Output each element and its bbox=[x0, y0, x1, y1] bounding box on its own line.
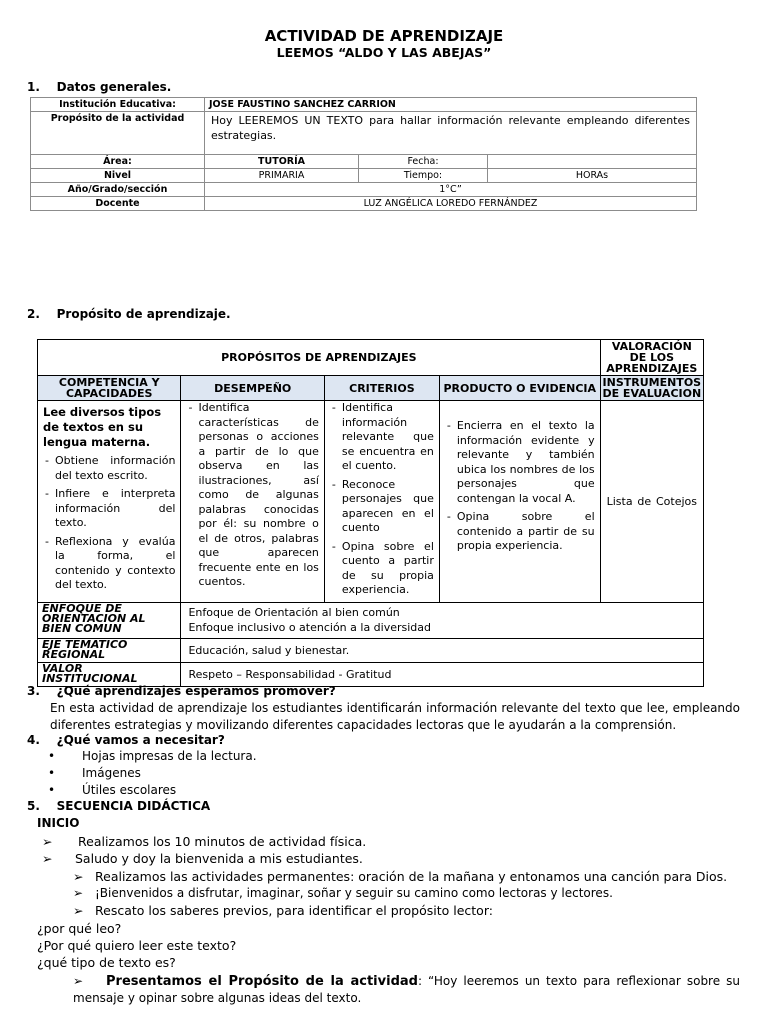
desempeno-cell bbox=[181, 401, 324, 603]
grado-label: Año/Grado/sección bbox=[31, 183, 205, 197]
list-item: - Identifica información relevante que se encuentra en el cuento. bbox=[330, 401, 434, 474]
enfoque-value-1: Enfoque de Orientación al bien común bbox=[188, 606, 400, 619]
section-5-heading: 5. SECUENCIA DIDÁCTICA bbox=[27, 799, 211, 813]
list-item: - Encierra en el texto la información evidente y relevante y también ubica los nombres de los personajes que contengan la vocal A. bbox=[445, 419, 595, 506]
docente-label: Docente bbox=[31, 197, 205, 211]
list-item: ➢ Saludo y doy la bienvenida a mis estudiantes. bbox=[42, 851, 363, 866]
valor-value: Respeto – Responsabilidad - Gratitud bbox=[181, 662, 704, 686]
eje-label: EJE TEMATICO REGIONAL bbox=[38, 638, 181, 662]
materials-list bbox=[48, 748, 257, 799]
final-purpose bbox=[73, 973, 740, 1007]
instrumento-cell: Lista de Cotejos bbox=[600, 401, 703, 603]
section-3-heading: 3. ¿Qué aprendizajes esperamos promover? bbox=[27, 684, 336, 698]
competencia-title: Lee diversos tipos de textos en su lengua materna. bbox=[43, 405, 162, 449]
section-3-text: En esta actividad de aprendizaje los estudiantes identificarán información relevante del texto que lee, empleando diferentes estrategias y movilizando diferentes capacidades lectoras que le ayudarán a la comprensión. bbox=[50, 701, 740, 732]
list-item: - Opina sobre el cuento a partir de su propia experiencia. bbox=[330, 540, 434, 598]
learning-purpose-table bbox=[37, 339, 704, 687]
arrow-icon: ➢ bbox=[73, 974, 84, 988]
area-label: Área: bbox=[31, 155, 205, 169]
inicio-label: INICIO bbox=[37, 816, 80, 830]
list-item: - Infiere e interpreta información del texto. bbox=[43, 487, 175, 531]
col-competencia: COMPETENCIA Y CAPACIDADES bbox=[38, 376, 181, 401]
fecha-label: Fecha: bbox=[359, 155, 488, 169]
producto-cell bbox=[439, 401, 600, 603]
list-item: ¿qué tipo de texto es? bbox=[37, 955, 176, 970]
final-purpose-bold: Presentamos el Propósito de la actividad bbox=[106, 974, 418, 989]
proposito-label: Propósito de la actividad bbox=[31, 112, 205, 155]
col-instrumentos: INSTRUMENTOS DE EVALUACION bbox=[600, 376, 703, 401]
arrow-icon: ➢ bbox=[42, 851, 53, 866]
nivel-label: Nivel bbox=[31, 169, 205, 183]
grado-value: 1°C” bbox=[205, 183, 697, 197]
capacidades-list bbox=[43, 454, 175, 593]
arrow-icon: ➢ bbox=[73, 886, 84, 900]
institucion-value: JOSE FAUSTINO SANCHEZ CARRION bbox=[205, 98, 697, 112]
document-subtitle: LEEMOS “ALDO Y LAS ABEJAS” bbox=[276, 45, 492, 60]
list-item: ¿por qué leo? bbox=[37, 921, 122, 936]
proposito-value: Hoy LEEREMOS UN TEXTO para hallar información relevante empleando diferentes estrategias. bbox=[205, 112, 697, 155]
col-producto: PRODUCTO O EVIDENCIA bbox=[439, 376, 600, 401]
col-criterios: CRITERIOS bbox=[324, 376, 439, 401]
enfoque-value bbox=[181, 602, 704, 638]
list-item: ¿Por qué quiero leer este texto? bbox=[37, 938, 237, 953]
list-item: ➢ Realizamos los 10 minutos de actividad física. bbox=[42, 834, 367, 849]
nivel-value: PRIMARIA bbox=[205, 169, 359, 183]
list-item: • Útiles escolares bbox=[48, 783, 177, 797]
valoracion-header: VALORACIÓN DE LOS APRENDIZAJES bbox=[600, 340, 703, 376]
propositos-header: PROPÓSITOS DE APRENDIZAJES bbox=[38, 340, 601, 376]
col-desempeno: DESEMPEÑO bbox=[181, 376, 324, 401]
sequence-list-b bbox=[73, 868, 753, 919]
prior-knowledge-questions bbox=[37, 920, 236, 971]
final-purpose-text: : “Hoy leeremos un texto para reflexionar sobre su mensaje y opinar sobre algunas ideas del texto. bbox=[73, 974, 740, 1005]
general-data-table bbox=[30, 97, 697, 211]
list-item: ➢ ¡Bienvenidos a disfrutar, imaginar, soñar y seguir su camino como lectoras y lectores. bbox=[73, 886, 613, 900]
list-item: - Obtiene información del texto escrito. bbox=[43, 454, 175, 483]
list-item: ➢ Rescato los saberes previos, para identificar el propósito lector: bbox=[73, 903, 493, 918]
enfoque-label: ENFOQUE DE ORIENTACION AL BIEN COMUN bbox=[38, 602, 181, 638]
enfoque-value-2: Enfoque inclusivo o atención a la diversidad bbox=[188, 621, 432, 634]
arrow-icon: ➢ bbox=[73, 869, 84, 884]
arrow-icon: ➢ bbox=[73, 903, 84, 918]
docente-value: LUZ ANGÉLICA LOREDO FERNÁNDEZ bbox=[205, 197, 697, 211]
tiempo-label: Tiempo: bbox=[359, 169, 488, 183]
document-title: ACTIVIDAD DE APRENDIZAJE bbox=[264, 27, 504, 45]
section-4-heading: 4. ¿Qué vamos a necesitar? bbox=[27, 733, 225, 747]
arrow-icon: ➢ bbox=[42, 834, 53, 849]
list-item: - Opina sobre el contenido a partir de su propia experiencia. bbox=[445, 510, 595, 554]
institucion-label: Institución Educativa: bbox=[31, 98, 205, 112]
tiempo-value: HORAs bbox=[488, 169, 697, 183]
eje-value: Educación, salud y bienestar. bbox=[181, 638, 704, 662]
competencia-cell bbox=[38, 401, 181, 603]
list-item: • Hojas impresas de la lectura. bbox=[48, 749, 257, 763]
area-value: TUTORÍA bbox=[205, 155, 359, 169]
list-item: - Reflexiona y evalúa la forma, el contenido y contexto del texto. bbox=[43, 535, 175, 593]
sequence-list-a bbox=[42, 833, 366, 867]
valor-label: VALOR INSTITUCIONAL bbox=[38, 662, 181, 686]
criterios-cell bbox=[324, 401, 439, 603]
list-item: - Identifica características de personas o acciones a partir de lo que observa en las ilustraciones, así como de algunas palabras conocidas por él: su nombre o el de otros, palabras que aparecen frecuente ente en los cuentos. bbox=[186, 401, 318, 590]
list-item: - Reconoce personajes que aparecen en el cuento bbox=[330, 478, 434, 536]
section-1-heading: 1. Datos generales. bbox=[27, 80, 172, 94]
list-item: ➢ Realizamos las actividades permanentes: oración de la mañana y entonamos una canción para Dios. bbox=[73, 869, 728, 884]
section-2-heading: 2. Propósito de aprendizaje. bbox=[27, 307, 231, 321]
fecha-value bbox=[488, 155, 697, 169]
list-item: • Imágenes bbox=[48, 766, 141, 780]
